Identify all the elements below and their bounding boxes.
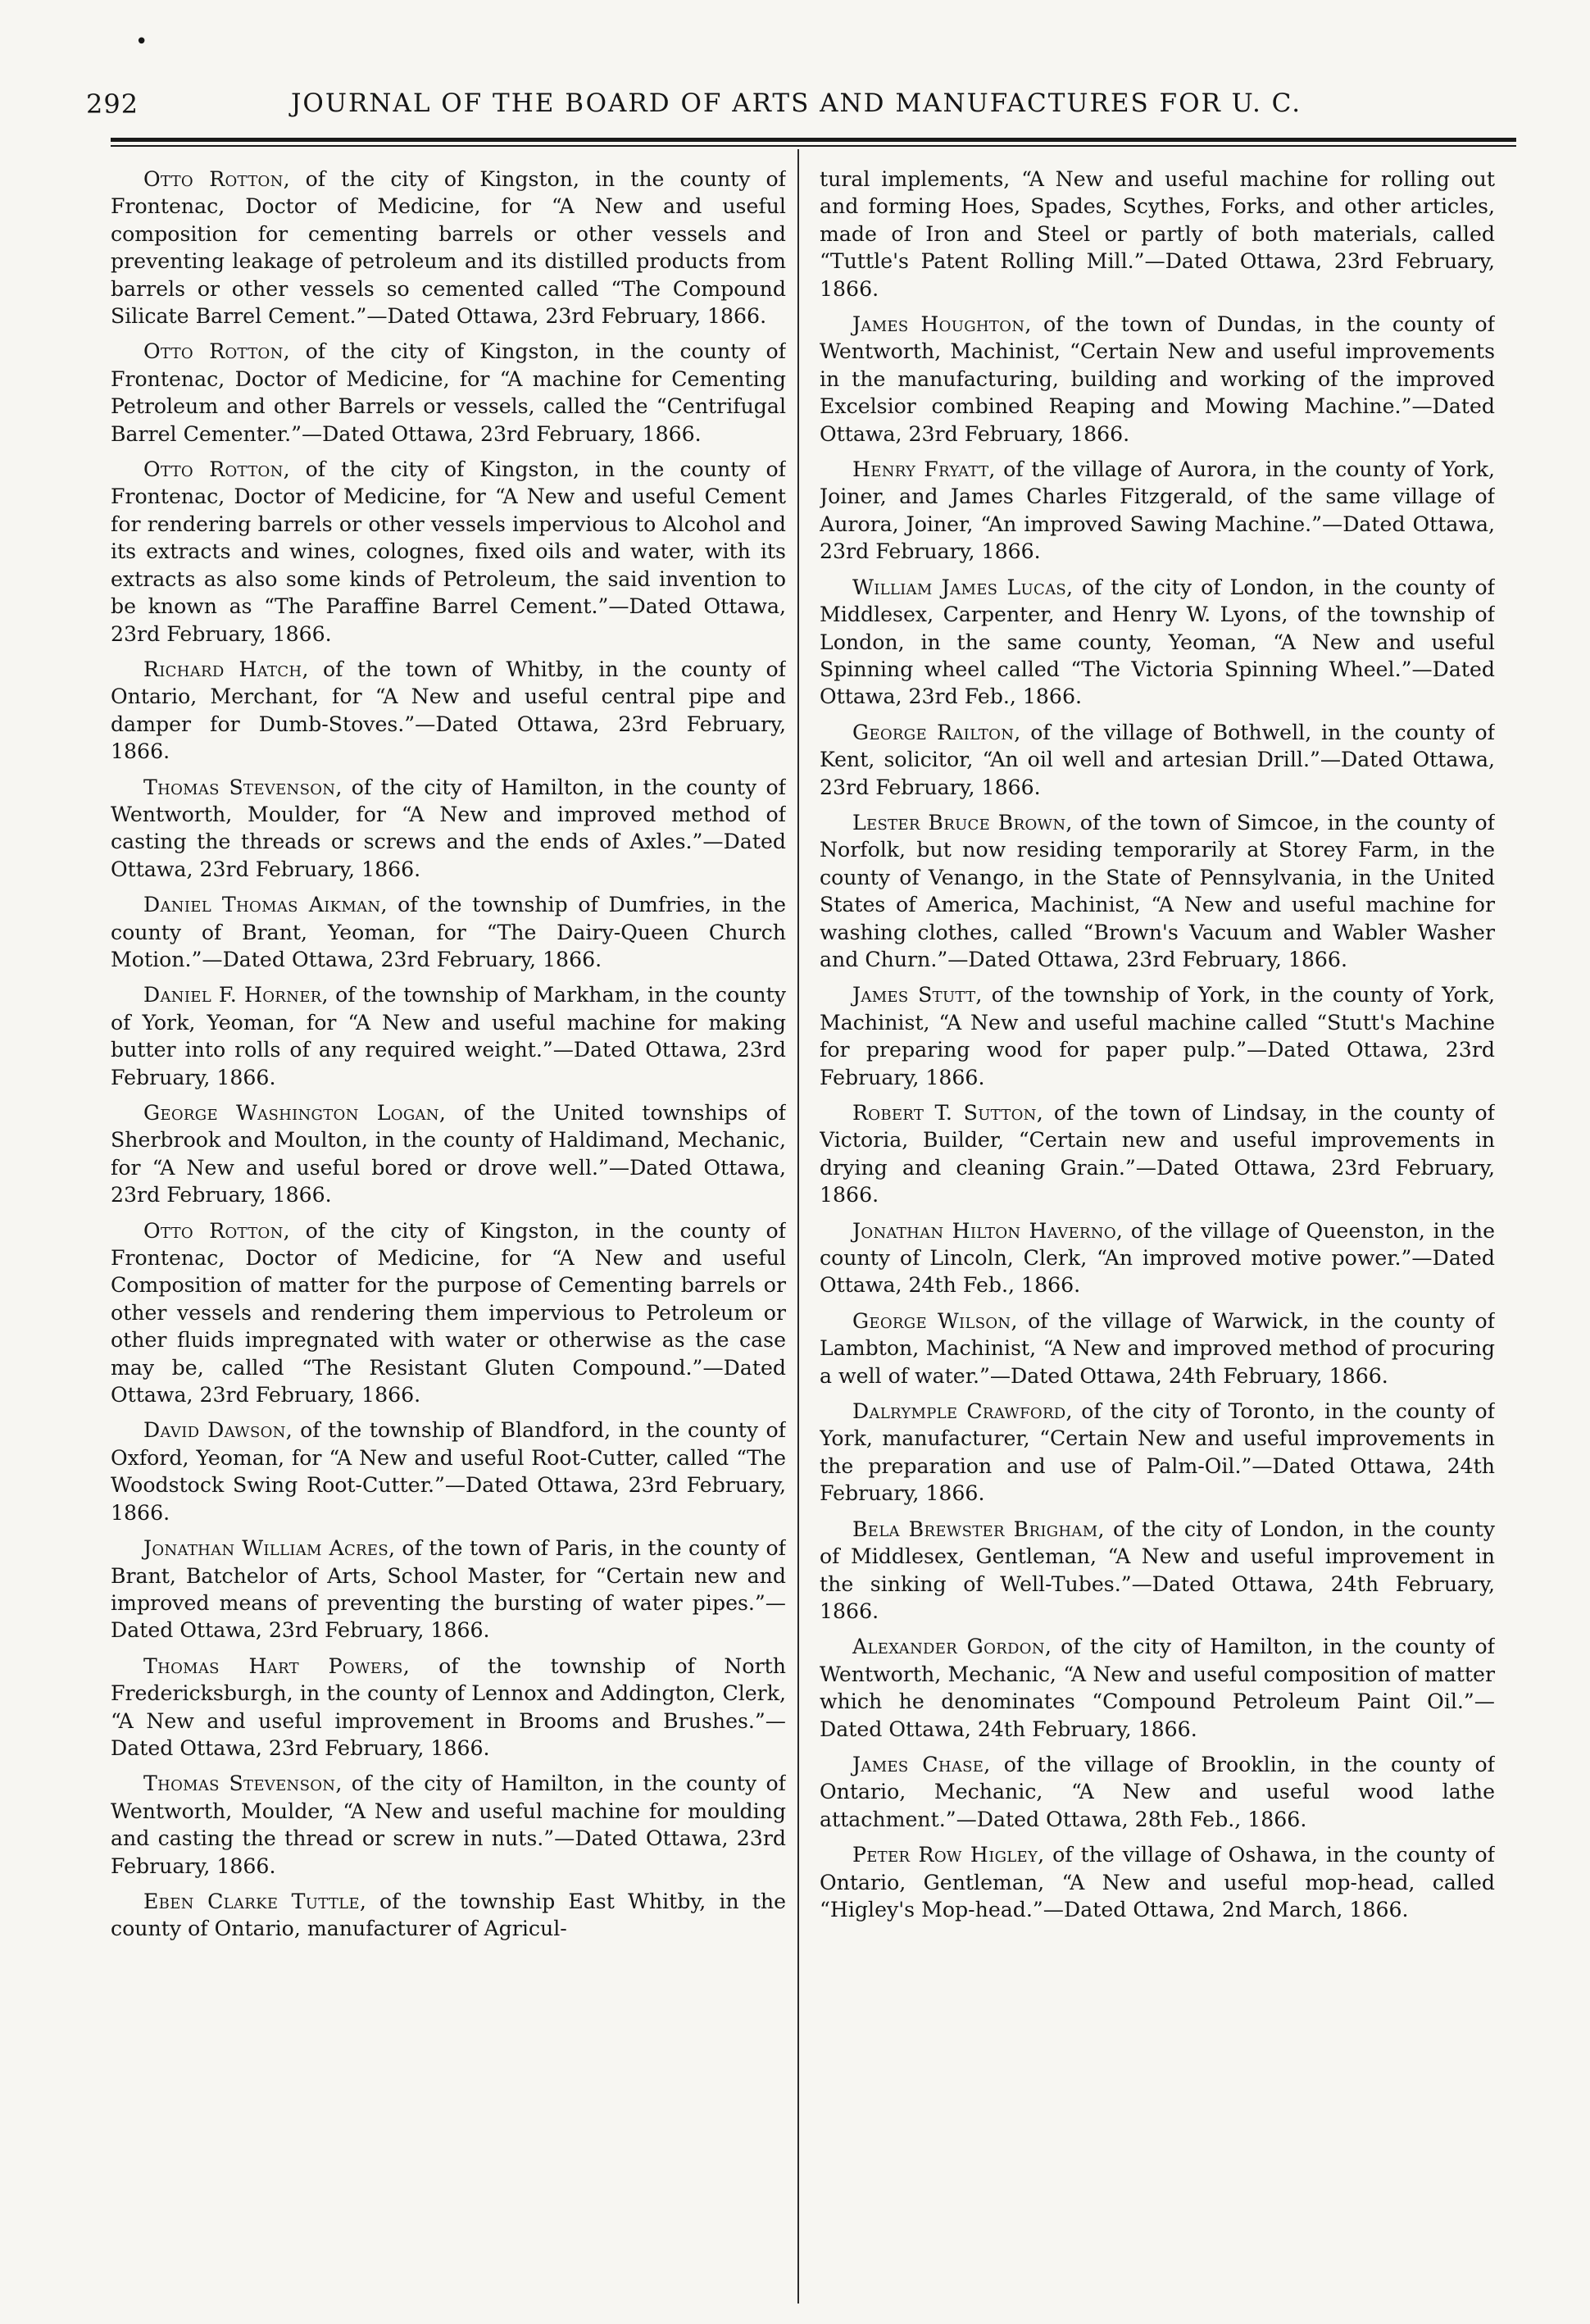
header-rule-thick [111, 138, 1516, 142]
patent-entry [111, 1770, 786, 1880]
patent-description: , of the township East Whitby, in the county of Ontario, manufacturer of Agricul- [111, 1889, 786, 1941]
patent-description: , of the village of Brooklin, in the county of Ontario, Mechanic, “A New and useful wood lathe attachment.”—Dated Ottawa, 28th Feb., 1866. [820, 1752, 1495, 1831]
patentee-name: Daniel Thomas Aikman [143, 893, 381, 917]
patent-description: , of the city of Hamilton, in the county of Wentworth, Moulder, for “A New and improved method of casting the threads or screws and the ends of Axles.”—Dated Ottawa, 23rd February, 1866. [111, 775, 786, 881]
patent-entry [111, 656, 786, 766]
patent-entry [820, 1398, 1495, 1508]
patent-description: , of the city of Kingston, in the county of Frontenac, Doctor of Medicine, for “A New and useful Composition of matter for the purpose of Cementing barrels or other vessels and rendering them impervious to Petroleum or other fluids impregnated with water or otherwise as the case may be, called “The Resistant Gluten Compound.”—Dated Ottawa, 23rd February, 1866. [111, 1218, 786, 1408]
patentee-name: Otto Rotton [143, 457, 284, 482]
patent-entry [111, 338, 786, 448]
patent-entry [111, 891, 786, 973]
patentee-name: Thomas Stevenson [143, 1771, 336, 1796]
patent-entry [820, 166, 1495, 302]
patent-entry [820, 1516, 1495, 1626]
page-marker: • [135, 30, 148, 54]
patent-entry [820, 1217, 1495, 1299]
patent-description: , of the city of Kingston, in the county of Frontenac, Doctor of Medicine, for “A New and useful Cement for rendering barrels or other vessels impervious to Alcohol and its extracts and wines, colognes, fixed oils and water, with its extracts as also some kinds of Petroleum, the said invention to be known as “The Paraffine Barrel Cement.”—Dated Ottawa, 23rd February, 1866. [111, 457, 786, 646]
patentee-name: Otto Rotton [143, 167, 284, 191]
patentee-name: Thomas Hart Powers [143, 1653, 403, 1678]
patent-entry [820, 456, 1495, 566]
patent-description: , of the township of Markham, in the county of York, Yeoman, for “A New and useful machine for making butter into rolls of any required weight.”—Dated Ottawa, 23rd February, 1866. [111, 983, 786, 1089]
patent-description: , of the city of London, in the county of Middlesex, Carpenter, and Henry W. Lyons, of the township of London, in the same county, Yeoman, “A New and useful Spinning wheel called “The Victoria Spinning Wheel.”—Dated Ottawa, 23rd Feb., 1866. [820, 575, 1495, 709]
patent-description: , of the city of Hamilton, in the county of Wentworth, Moulder, “A New and useful machine for moulding and casting the thread or screw in nuts.”—Dated Ottawa, 23rd February, 1866. [111, 1771, 786, 1878]
patent-entry [820, 1308, 1495, 1389]
patentee-name: Otto Rotton [143, 1218, 284, 1243]
patent-description: , of the city of Kingston, in the county of Frontenac, Doctor of Medicine, for “A machine for Cementing Petroleum and other Barrels or vessels, called the “Centrifugal Barrel Cementer.”—Dated Ottawa, 23rd February, 1866. [111, 339, 786, 446]
page-header [86, 89, 1516, 128]
patentee-name: Dalrymple Crawford [852, 1399, 1066, 1424]
patent-description: , of the township of Dumfries, in the county of Brant, Yeoman, for “The Dairy-Queen Church Motion.”—Dated Ottawa, 23rd February, 1866. [111, 893, 786, 971]
patentee-name: Otto Rotton [143, 339, 284, 364]
patent-entry [820, 981, 1495, 1091]
patent-description: , of the city of Hamilton, in the county of Wentworth, Mechanic, “A New and useful composition of matter which he denominates “Compound Petroleum Paint Oil.”—Dated Ottawa, 24th February, 1866. [820, 1635, 1495, 1741]
patent-description: , of the city of London, in the county of Middlesex, Gentleman, “A New and useful improvement in the sinking of Well-Tubes.”—Dated Ottawa, 24th February, 1866. [820, 1517, 1495, 1623]
patent-description: , of the town of Simcoe, in the county of Norfolk, but now residing temporarily at Storey Farm, in the county of Venango, in the State of Pennsylvania, in the United States of America, Machinist, “A New and useful machine for washing clothes, called “Brown's Vacuum and Wabler Washer and Churn.”—Dated Ottawa, 23rd February, 1866. [820, 810, 1495, 971]
patent-entry [111, 981, 786, 1091]
patent-entry [111, 456, 786, 648]
patentee-name: Richard Hatch [143, 657, 302, 681]
header-rule-thin [111, 145, 1516, 147]
patentee-name: George Railton [852, 720, 1015, 744]
column-divider [797, 149, 799, 2304]
patent-entry [111, 1217, 786, 1409]
patent-description: , of the township of Blandford, in the county of Oxford, Yeoman, for “A New and useful Root-Cutter, called “The Woodstock Swing Root-Cutter.”—Dated Ottawa, 23rd February, 1866. [111, 1418, 786, 1525]
patent-entry [820, 1841, 1495, 1923]
patentee-name: Lester Bruce Brown [852, 810, 1066, 835]
patent-description: , of the village of Aurora, in the county of York, Joiner, and James Charles Fitzgerald, of the same village of Aurora, Joiner, “An improved Sawing Machine.”—Dated Ottawa, 23rd February, 1866. [820, 457, 1495, 564]
patent-description: , of the village of Oshawa, in the county of Ontario, Gentleman, “A New and useful mop-head, called “Higley's Mop-head.”—Dated Ottawa, 2nd March, 1866. [820, 1843, 1495, 1922]
patent-description: , of the village of Bothwell, in the county of Kent, solicitor, “An oil well and artesian Drill.”—Dated Ottawa, 23rd February, 1866. [820, 720, 1495, 799]
patentee-name: Robert T. Sutton [852, 1101, 1037, 1125]
patentee-name: David Dawson [143, 1418, 286, 1443]
running-head: JOURNAL OF THE BOARD OF ARTS AND MANUFACTURES FOR U. C. [291, 89, 1302, 118]
patent-entry [111, 1535, 786, 1644]
patent-entry [820, 1099, 1495, 1209]
patent-description: tural implements, “A New and useful machine for rolling out and forming Hoes, Spades, Scythes, Forks, and other articles, made of Iron and Steel or partly of both materials, called “Tuttle's Patent Rolling Mill.”—Dated Ottawa, 23rd February, 1866. [820, 167, 1495, 301]
patent-description: , of the town of Dundas, in the county of Wentworth, Machinist, “Certain New and useful improvements in the manufacturing, building and working of the improved Excelsior combined Reaping and Mowing Machine.”—Dated Ottawa, 23rd February, 1866. [820, 312, 1495, 446]
left-column [111, 166, 786, 2305]
patent-entry [111, 1417, 786, 1526]
patent-description: , of the township of York, in the county of York, Machinist, “A New and useful machine called “Stutt's Machine for preparing wood for paper pulp.”—Dated Ottawa, 23rd February, 1866. [820, 983, 1495, 1089]
patent-entry [820, 809, 1495, 973]
patentee-name: Eben Clarke Tuttle [143, 1889, 360, 1913]
patentee-name: Bela Brewster Brigham [852, 1517, 1098, 1541]
patent-entry [820, 1751, 1495, 1833]
patent-entry [820, 574, 1495, 711]
patentee-name: William James Lucas [852, 575, 1067, 599]
patent-description: , of the United townships of Sherbrook and Moulton, in the county of Haldimand, Mechanic, for “A New and useful bored or drove well.”—Dated Ottawa, 23rd February, 1866. [111, 1101, 786, 1207]
patentee-name: Alexander Gordon [852, 1635, 1045, 1659]
patentee-name: James Chase [852, 1752, 984, 1776]
patent-description: , of the township of North Fredericksburgh, in the county of Lennox and Addington, Clerk, “A New and useful improvement in Brooms and Brushes.”—Dated Ottawa, 23rd February, 1866. [111, 1653, 786, 1760]
patentee-name: Thomas Stevenson [143, 775, 336, 799]
patentee-name: Jonathan Hilton Haverno [852, 1218, 1116, 1243]
page-number: 292 [86, 89, 139, 120]
patent-description: , of the village of Queenston, in the county of Lincoln, Clerk, “An improved motive power.”—Dated Ottawa, 24th Feb., 1866. [820, 1218, 1495, 1298]
patent-entry [111, 1099, 786, 1209]
patentee-name: Daniel F. Horner [143, 983, 322, 1007]
patentee-name: Jonathan William Acres [143, 1536, 388, 1561]
patentee-name: James Houghton [852, 312, 1025, 337]
patent-entry [111, 166, 786, 330]
patent-description: , of the village of Warwick, in the county of Lambton, Machinist, “A New and improved method of procuring a well of water.”—Dated Ottawa, 24th February, 1866. [820, 1308, 1495, 1388]
patent-description: , of the town of Whitby, in the county of Ontario, Merchant, for “A New and useful central pipe and damper for Dumb-Stoves.”—Dated Ottawa, 23rd February, 1866. [111, 657, 786, 764]
patent-entry [111, 1888, 786, 1943]
patentee-name: George Wilson [852, 1308, 1011, 1333]
patentee-name: James Stutt [852, 983, 976, 1007]
patent-entry [820, 311, 1495, 448]
patent-description: , of the town of Lindsay, in the county of Victoria, Builder, “Certain new and useful improvements in drying and cleaning Grain.”—Dated Ottawa, 23rd February, 1866. [820, 1101, 1495, 1207]
patent-description: , of the town of Paris, in the county of Brant, Batchelor of Arts, School Master, for “Certain new and improved means of preventing the bursting of water pipes.”—Dated Ottawa, 23rd February, 1866. [111, 1536, 786, 1643]
patent-entry [820, 719, 1495, 801]
right-column [820, 166, 1495, 2305]
patent-entry [111, 774, 786, 884]
patent-description: , of the city of Kingston, in the county of Frontenac, Doctor of Medicine, for “A New and useful composition for cementing barrels or other vessels and preventing leakage of petroleum and its distilled products from barrels or other vessels so cemented called “The Compound Silicate Barrel Cement.”—Dated Ottawa, 23rd February, 1866. [111, 167, 786, 329]
patentee-name: Peter Row Higley [852, 1843, 1038, 1867]
patent-entry [820, 1633, 1495, 1743]
patentee-name: Henry Fryatt [852, 457, 989, 482]
patent-description: , of the city of Toronto, in the county of York, manufacturer, “Certain New and useful improvements in the preparation and use of Palm-Oil.”—Dated Ottawa, 24th February, 1866. [820, 1399, 1495, 1506]
patent-entry [111, 1653, 786, 1762]
patentee-name: George Washington Logan [143, 1101, 439, 1125]
